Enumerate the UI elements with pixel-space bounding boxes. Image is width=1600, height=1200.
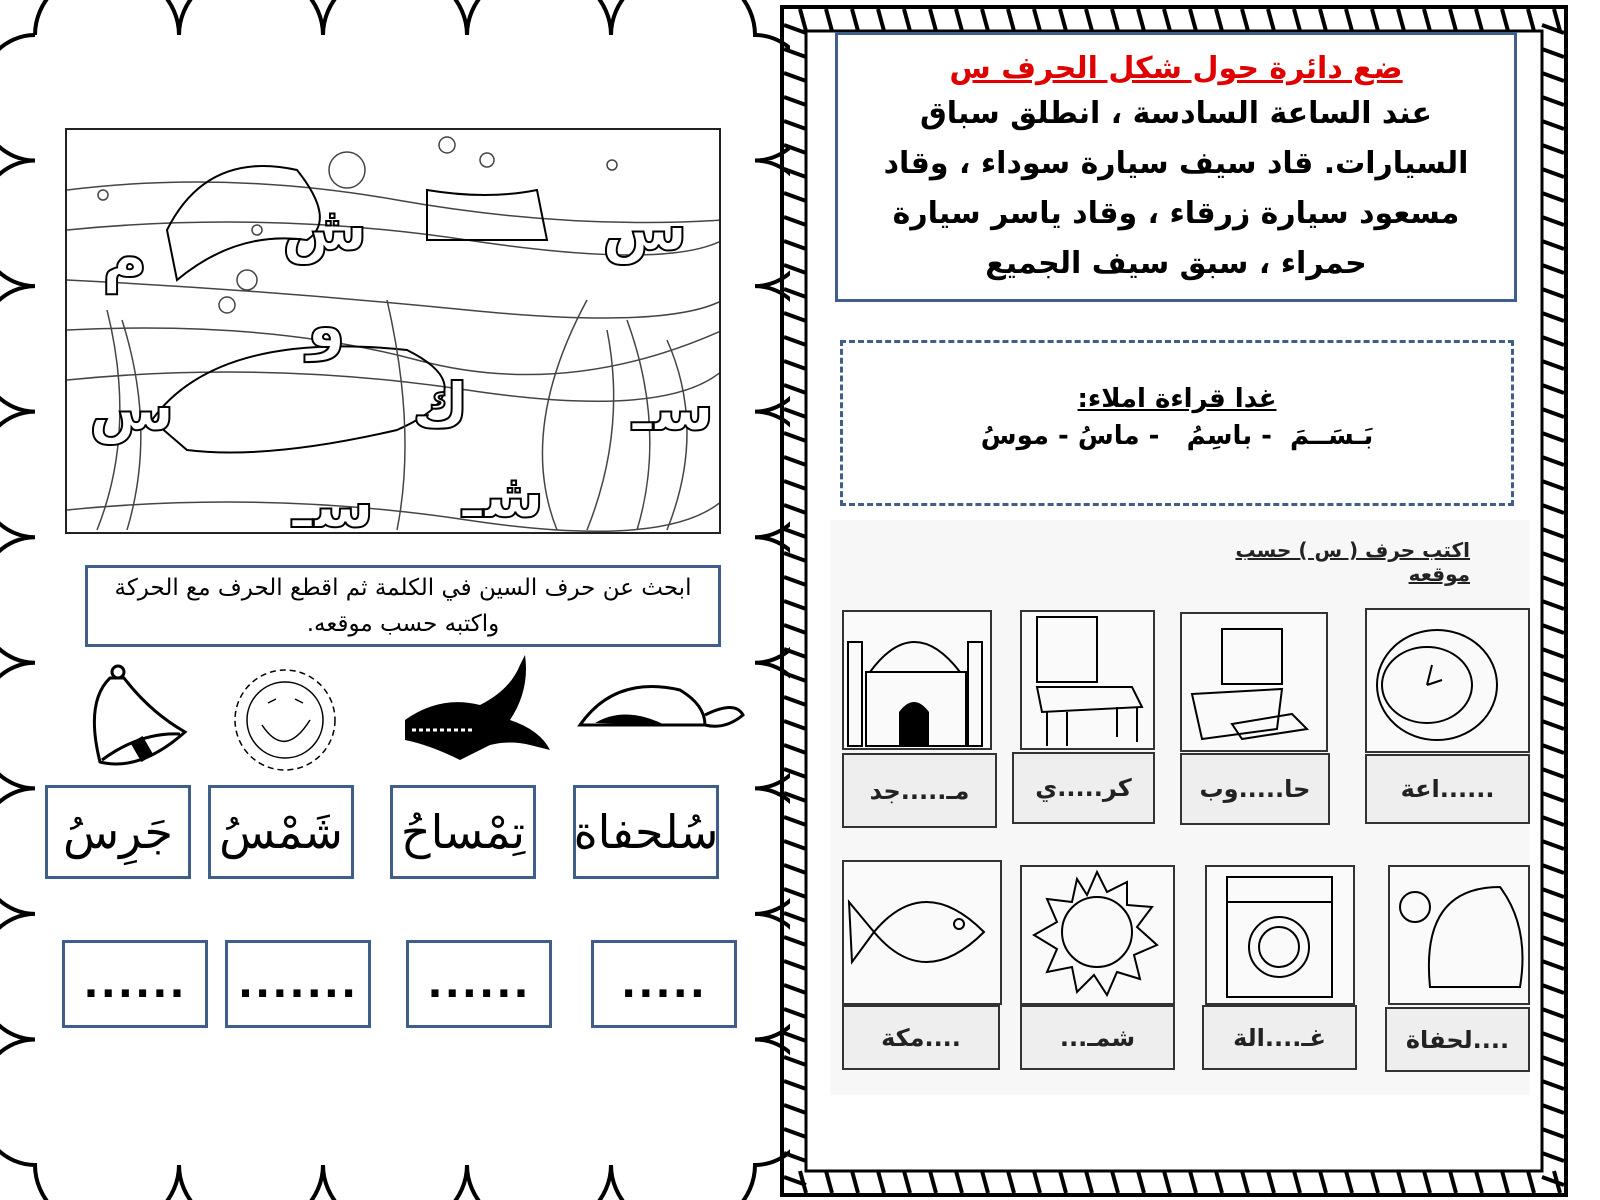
washing-machine-picture bbox=[1205, 865, 1355, 1005]
word-card: جَرِسُ bbox=[45, 785, 191, 879]
scene-letter: و bbox=[307, 289, 346, 362]
instruction-box: ابحث عن حرف السين في الكلمة ثم اقطع الحرف مع الحركة واكتبه حسب موقعه. bbox=[85, 565, 721, 647]
fill-word: شمـ... bbox=[1020, 1005, 1175, 1070]
crocodile-icon bbox=[400, 650, 570, 775]
scene-letter: س bbox=[602, 192, 688, 265]
scene-letter: شـ bbox=[462, 459, 545, 532]
dictation-words: بَـسَــمَ - باسِمُ - ماسُ - موسُ bbox=[980, 421, 1374, 451]
fill-word: كر.....ي bbox=[1012, 752, 1155, 824]
dictation-title: غدا قراءة املاء: bbox=[1077, 384, 1277, 414]
sun-picture bbox=[1020, 865, 1175, 1005]
fill-word: حا.....وب bbox=[1180, 753, 1330, 825]
worksheet-heading: اكتب حرف ( س ) حسب موقعه bbox=[1235, 538, 1470, 586]
story-box bbox=[835, 32, 1517, 302]
scene-letter: سـ bbox=[292, 469, 375, 534]
turtle-picture bbox=[1388, 865, 1530, 1005]
scene-letter: ك bbox=[412, 369, 469, 442]
chair-picture bbox=[1020, 610, 1155, 750]
fill-word: ......اعة bbox=[1365, 754, 1530, 824]
scene-letter: م bbox=[102, 221, 148, 294]
answer-box[interactable]: ....... bbox=[225, 940, 371, 1028]
computer-picture bbox=[1180, 612, 1328, 752]
mosque-picture bbox=[842, 610, 992, 750]
answer-box[interactable]: ..... bbox=[591, 940, 737, 1028]
watch-picture bbox=[1365, 608, 1530, 753]
story-title: ضع دائرة حول شكل الحرف س bbox=[949, 51, 1403, 86]
story-text: عند الساعة السادسة ، انطلق سباق السيارات. قاد سيف سيارة سوداء ، وقاد مسعود سيارة زرقاء ، وقاد ياسر سيارة حمراء ، سبق سيف الجميع bbox=[883, 96, 1469, 281]
scene-letter: سـ bbox=[632, 372, 715, 445]
sun-icon bbox=[220, 665, 350, 775]
dictation-box bbox=[840, 340, 1514, 506]
fill-word: مـ.....جد bbox=[842, 753, 997, 828]
answer-box[interactable]: ...... bbox=[62, 940, 208, 1028]
answer-box[interactable]: ...... bbox=[406, 940, 552, 1028]
underwater-drawing bbox=[67, 130, 721, 534]
word-card: سُلحفاة bbox=[573, 785, 719, 879]
word-card: شَمْسُ bbox=[208, 785, 354, 879]
bell-icon bbox=[80, 662, 192, 777]
scene-letter: ش bbox=[282, 192, 368, 265]
turtle-icon bbox=[575, 675, 747, 747]
scene-letter: س bbox=[89, 372, 175, 445]
coloring-scene bbox=[65, 128, 721, 534]
fill-word: ....مكة bbox=[842, 1005, 1000, 1070]
fish-picture bbox=[842, 860, 1002, 1005]
word-card: تِمْساحُ bbox=[390, 785, 536, 879]
fill-word: ....لحفاة bbox=[1385, 1007, 1530, 1072]
scanned-worksheet bbox=[830, 520, 1530, 1095]
fill-word: غـ....الة bbox=[1202, 1005, 1357, 1070]
